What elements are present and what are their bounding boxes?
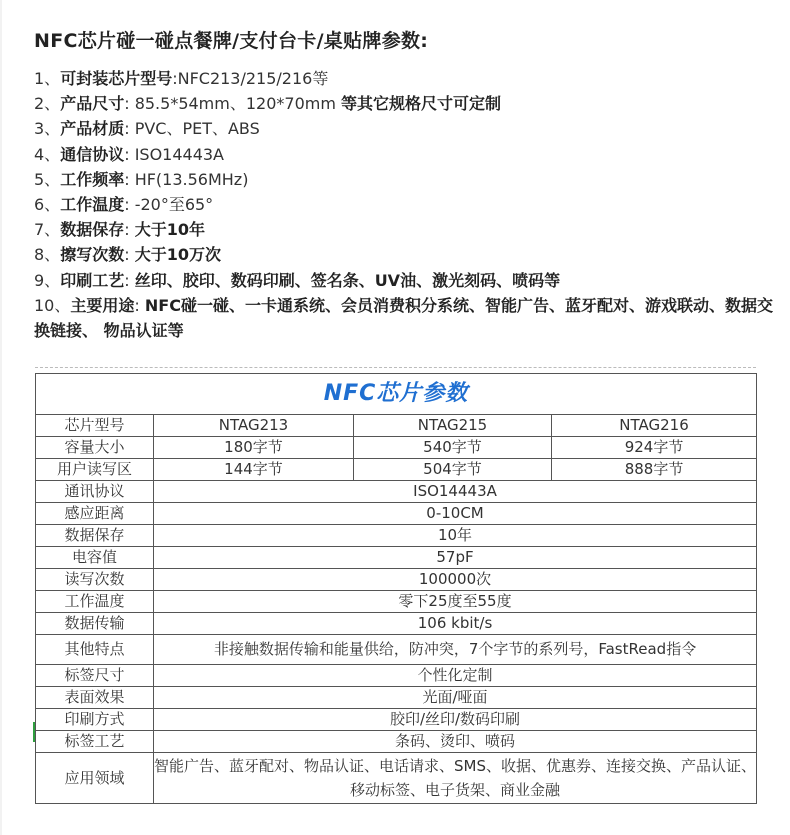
spec-value: PVC、PET、ABS	[134, 119, 260, 139]
cell-cursor-marker	[33, 722, 35, 742]
row-label: 电容值	[36, 547, 154, 569]
spec-label: 产品材质	[60, 119, 125, 139]
table-header: NFC芯片参数	[36, 374, 757, 415]
page-title: NFC芯片碰一碰点餐牌/支付台卡/桌贴牌参数:	[34, 30, 429, 52]
table-row	[36, 547, 757, 569]
spec-label: 工作频率	[60, 169, 125, 189]
spec-label: 工作温度	[60, 195, 125, 215]
table-row	[36, 635, 757, 665]
spec-value: NFC213/215/216等	[177, 69, 329, 88]
spec-value: 丝印、胶印、数码印刷、签名条、UV油、激光刻码、喷码等	[134, 270, 561, 290]
spec-value: ISO14443A	[134, 144, 224, 164]
table-row	[36, 437, 757, 459]
row-label: 印刷方式	[36, 709, 154, 731]
table-row	[36, 731, 757, 753]
spec-item-frequency: 5、工作频率: HF(13.56MHz)	[34, 169, 249, 189]
row-label: 标签尺寸	[36, 665, 154, 687]
cell-ntag213: NTAG213	[154, 415, 354, 437]
table-cell: 100000次	[154, 569, 757, 591]
spec-item-data-retention: 7、数据保存: 大于10年	[34, 220, 205, 240]
spec-label: 数据保存	[60, 220, 125, 240]
row-label: 用户读写区	[36, 459, 154, 481]
spec-item-protocol: 4、通信协议: ISO14443A	[34, 144, 224, 164]
table-cell: 胶印/丝印/数码印刷	[154, 709, 757, 731]
table-row	[36, 665, 757, 687]
spec-value: 大于10万次	[134, 245, 221, 265]
left-edge-shade	[0, 0, 2, 835]
table-cell: 智能广告、蓝牙配对、物品认证、电话请求、SMS、收据、优惠券、连接交换、产品认证、移动标签、电子货架、商业金融	[154, 753, 757, 804]
table-cell: 光面/哑面	[154, 687, 757, 709]
row-label: 容量大小	[36, 437, 154, 459]
row-label: 应用领域	[36, 753, 154, 804]
row-label: 其他特点	[36, 635, 154, 665]
spec-item-temperature: 6、工作温度: -20°至65°	[34, 195, 214, 215]
table-cell: 924字节	[552, 437, 757, 459]
spec-label: 可封装芯片型号	[60, 69, 173, 88]
row-label: 标签工艺	[36, 731, 154, 753]
table-cell: 888字节	[552, 459, 757, 481]
spec-value: NFC碰一碰、一卡通系统、会员消费积分系统、智能广告、蓝牙配对、游戏联动、数据交换链接、 物品认证等	[34, 295, 773, 341]
row-label: 芯片型号	[36, 415, 154, 437]
row-label: 感应距离	[36, 503, 154, 525]
nfc-param-table-wrap	[35, 373, 757, 804]
spec-item-usage: 10、主要用途: NFC碰一碰、一卡通系统、会员消费积分系统、智能广告、蓝牙配对、游戏联动、数据交换链接、 物品认证等	[34, 295, 773, 341]
table-row	[36, 569, 757, 591]
spec-value: -20°至65°	[134, 195, 214, 215]
table-cell: 540字节	[354, 437, 552, 459]
table-row	[36, 709, 757, 731]
spec-item-chip-model: 1、可封装芯片型号:NFC213/215/216等	[34, 69, 329, 88]
row-label: 工作温度	[36, 591, 154, 613]
table-row	[36, 753, 757, 804]
table-cell: 144字节	[154, 459, 354, 481]
spec-label: 产品尺寸	[60, 94, 125, 114]
spec-value: 85.5*54mm、120*70mm	[134, 94, 336, 114]
spec-value: HF(13.56MHz)	[134, 169, 249, 189]
table-cell: 106 kbit/s	[154, 613, 757, 635]
table-row	[36, 481, 757, 503]
spec-label: 主要用途	[70, 295, 135, 315]
cell-ntag215: NTAG215	[354, 415, 552, 437]
nfc-param-table	[35, 373, 757, 804]
table-row	[36, 459, 757, 481]
spec-item-write-cycles: 8、擦写次数: 大于10万次	[34, 245, 221, 265]
spec-value-bold: 等其它规格尺寸可定制	[341, 94, 502, 114]
spec-item-size: 2、产品尺寸: 85.5*54mm、120*70mm 等其它规格尺寸可定制	[34, 94, 502, 114]
row-label: 通讯协议	[36, 481, 154, 503]
spec-item-material: 3、产品材质: PVC、PET、ABS	[34, 119, 260, 139]
table-cell: 0-10CM	[154, 503, 757, 525]
row-label: 表面效果	[36, 687, 154, 709]
spec-label: 印刷工艺	[60, 270, 125, 290]
cell-ntag216: NTAG216	[552, 415, 757, 437]
table-row	[36, 503, 757, 525]
table-row	[36, 525, 757, 547]
table-row	[36, 591, 757, 613]
table-cell: ISO14443A	[154, 481, 757, 503]
table-top-rule	[35, 367, 756, 370]
row-label: 数据保存	[36, 525, 154, 547]
spec-label: 擦写次数	[60, 245, 125, 265]
spec-label: 通信协议	[60, 144, 125, 164]
spec-value: 大于10年	[134, 220, 205, 240]
table-cell: 个性化定制	[154, 665, 757, 687]
table-row	[36, 687, 757, 709]
table-row	[36, 415, 757, 437]
table-cell: 零下25度至55度	[154, 591, 757, 613]
table-cell: 57pF	[154, 547, 757, 569]
table-cell: 条码、烫印、喷码	[154, 731, 757, 753]
row-label: 数据传输	[36, 613, 154, 635]
table-cell: 180字节	[154, 437, 354, 459]
row-label: 读写次数	[36, 569, 154, 591]
table-row	[36, 613, 757, 635]
table-header-row	[36, 374, 757, 415]
table-cell: 504字节	[354, 459, 552, 481]
spec-list	[34, 66, 779, 343]
spec-item-printing: 9、印刷工艺: 丝印、胶印、数码印刷、签名条、UV油、激光刻码、喷码等	[34, 270, 561, 290]
table-cell: 非接触数据传输和能量供给，防冲突，7个字节的系列号，FastRead指令	[154, 635, 757, 665]
table-cell: 10年	[154, 525, 757, 547]
